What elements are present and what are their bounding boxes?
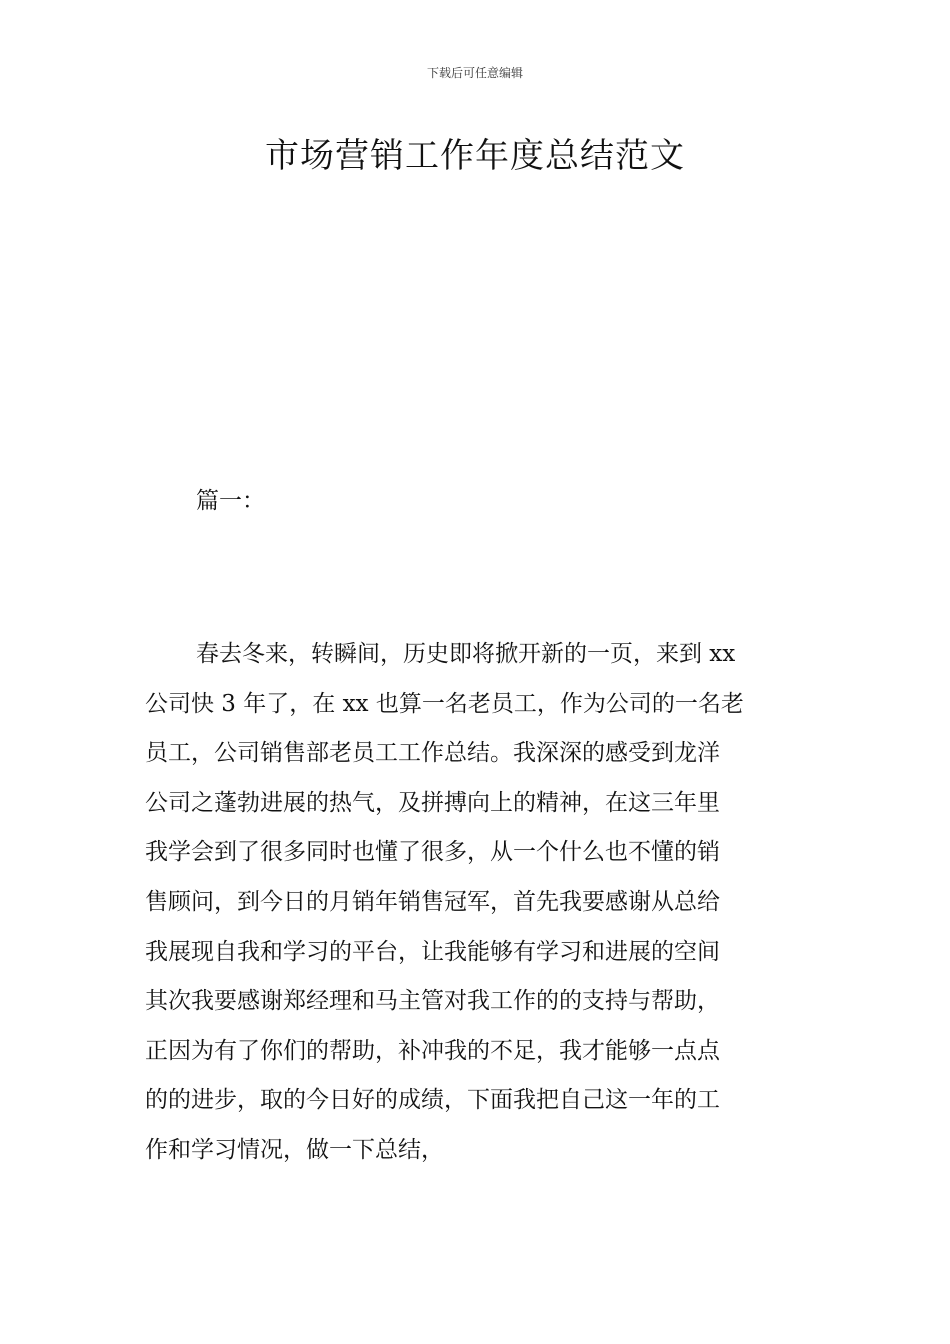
header-note: 下载后可任意编辑: [426, 66, 523, 80]
paragraph-line: 作和学习情况，做一下总结，: [145, 1136, 444, 1163]
section-heading: 篇一：: [196, 488, 265, 514]
paragraph-line: 的的进步，取的今日好的成绩，下面我把自己这一年的工: [145, 1087, 720, 1114]
paragraph-line: 正因为有了你们的帮助，补冲我的不足，我才能够一点点: [145, 1037, 720, 1064]
document-title: 市场营销工作年度总结范文: [265, 136, 685, 176]
body-paragraph: [145, 630, 817, 1176]
paragraph-line: 售顾问，到今日的月销年销售冠军，首先我要感谢从总给: [145, 888, 720, 915]
paragraph-line: 公司快 3 年了，在 xx 也算一名老员工，作为公司的一名老: [145, 690, 744, 717]
paragraph-line: 春去冬来，转瞬间，历史即将掀开新的一页，来到 xx: [196, 641, 736, 667]
paragraph-line: 我展现自我和学习的平台，让我能够有学习和进展的空间: [145, 938, 720, 965]
paragraph-line: 其次我要感谢郑经理和马主管对我工作的的支持与帮助，: [145, 988, 720, 1015]
paragraph-line: 员工，公司销售部老员工工作总结。我深深的感受到龙洋: [145, 740, 720, 767]
paragraph-line: 我学会到了很多同时也懂了很多，从一个什么也不懂的销: [145, 839, 720, 866]
paragraph-line: 公司之蓬勃进展的热气，及拼搏向上的精神，在这三年里: [145, 789, 720, 816]
